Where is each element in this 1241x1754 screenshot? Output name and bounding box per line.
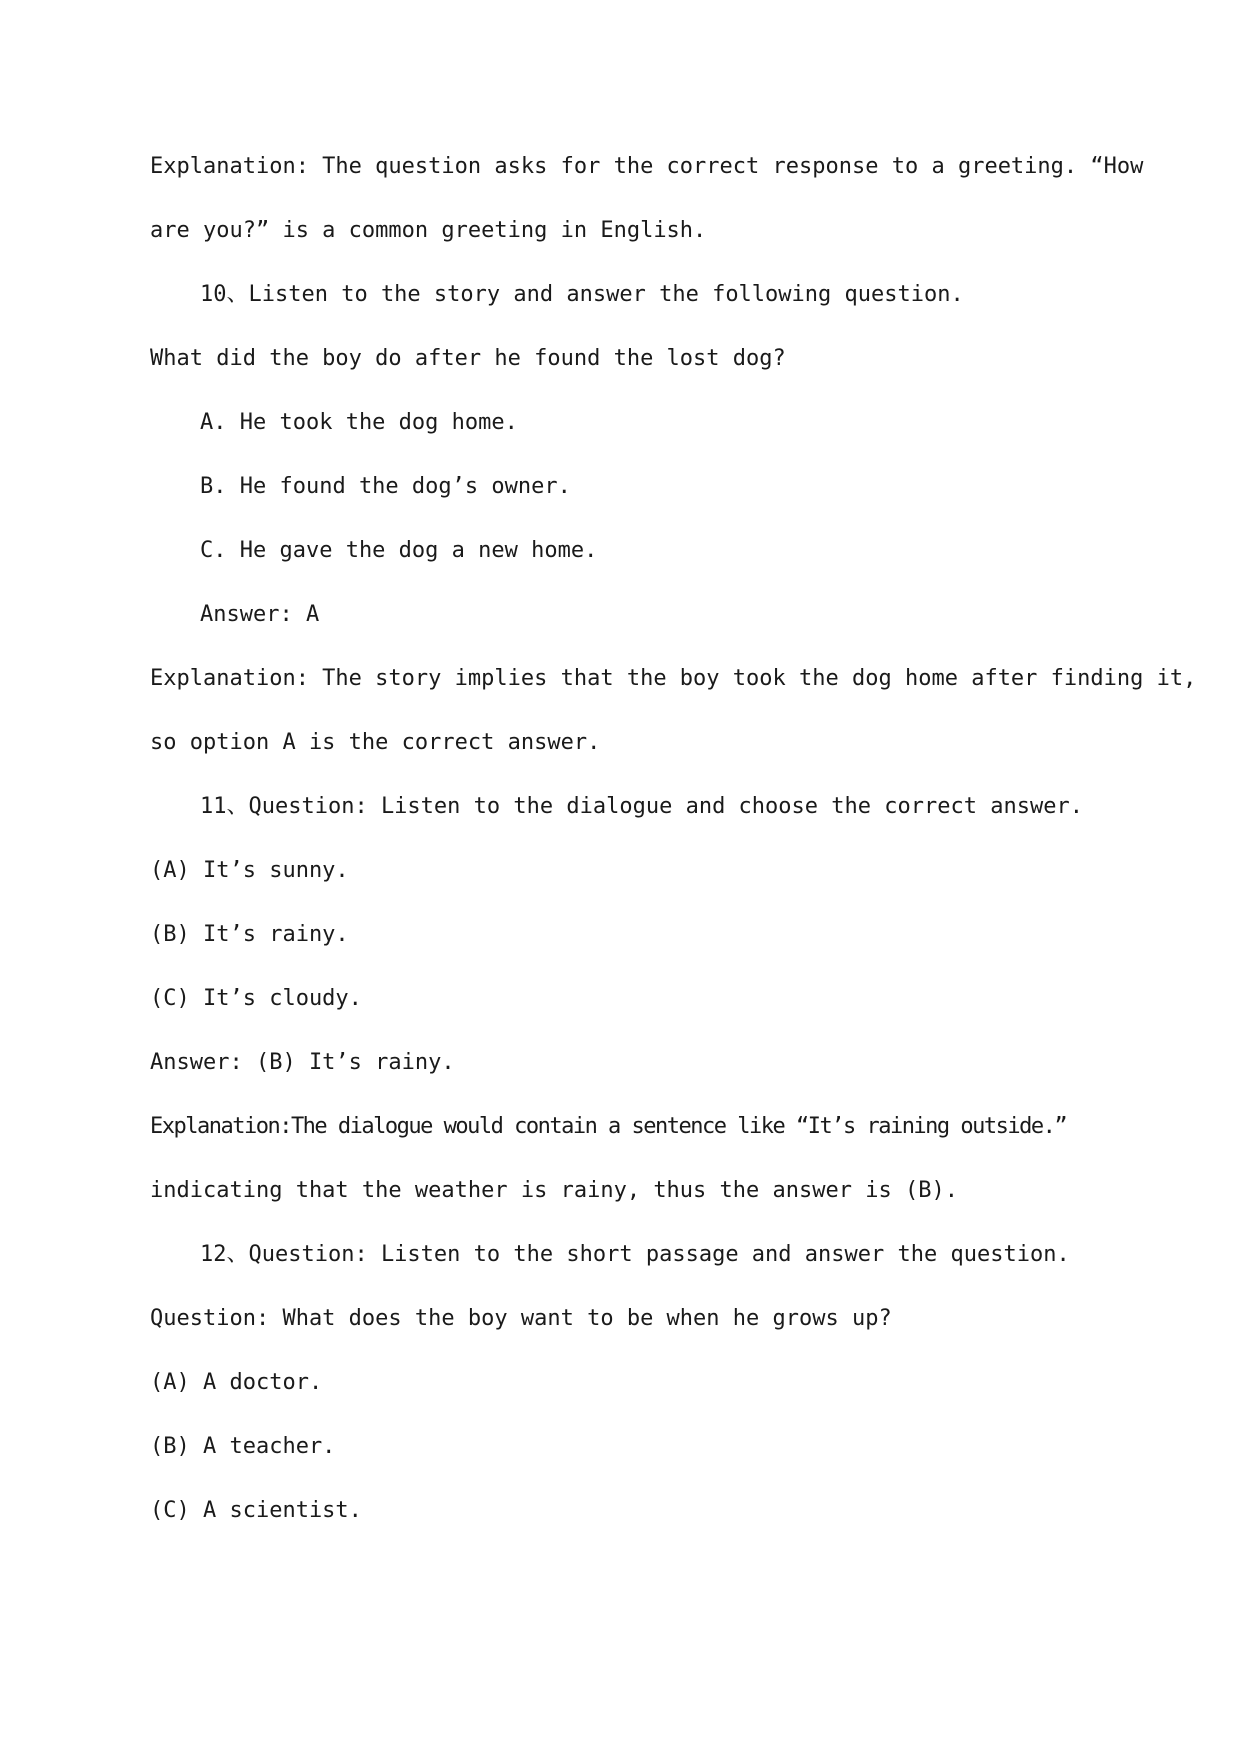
question-10-heading: 10、Listen to the story and answer the following question. [200,282,964,307]
question-12-option-a: (A) A doctor. [150,1370,323,1395]
question-11-option-b: (B) It’s rainy. [150,922,349,947]
question-11-option-a: (A) It’s sunny. [150,858,349,883]
explanation-10-line-1: Explanation: The story implies that the boy took the dog home after finding it, [150,666,1197,691]
explanation-9-line-1: Explanation: The question asks for the correct response to a greeting. “How [150,154,1144,179]
question-12-prompt: Question: What does the boy want to be when he grows up? [150,1306,892,1331]
question-12-heading: 12、Question: Listen to the short passage and answer the question. [200,1242,1070,1267]
question-12-option-b: (B) A teacher. [150,1434,336,1459]
question-11-heading: 11、Question: Listen to the dialogue and choose the correct answer. [200,794,1083,819]
explanation-9-line-2: are you?” is a common greeting in English. [150,218,707,243]
question-10-answer: Answer: A [200,602,320,627]
explanation-11-line-2: indicating that the weather is rainy, thus the answer is (B). [150,1178,958,1203]
question-12-option-c: (C) A scientist. [150,1498,362,1523]
question-10-option-a: A. He took the dog home. [200,410,518,435]
question-10-option-b: B. He found the dog’s owner. [200,474,571,499]
question-11-answer: Answer: (B) It’s rainy. [150,1050,455,1075]
explanation-11-line-1: Explanation:The dialogue would contain a sentence like “It’s raining outside.” [150,1114,1067,1139]
question-10-prompt: What did the boy do after he found the lost dog? [150,346,786,371]
question-11-option-c: (C) It’s cloudy. [150,986,362,1011]
question-10-option-c: C. He gave the dog a new home. [200,538,598,563]
explanation-10-line-2: so option A is the correct answer. [150,730,601,755]
